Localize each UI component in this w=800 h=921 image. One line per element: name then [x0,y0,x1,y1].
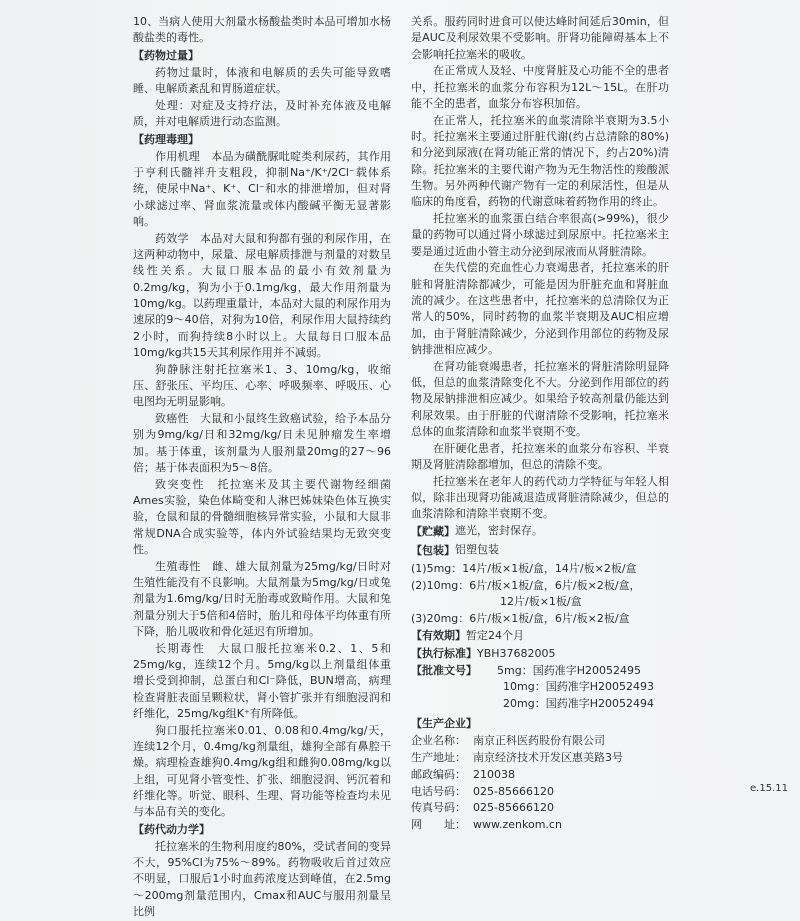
manufacturer-field-value: 025-85666120 [473,801,554,815]
paragraph: 生殖毒性 雌、雄大鼠剂量为25mg/kg/日时对生殖性能没有不良影响。大鼠剂量为5mg/kg/日或兔剂量为1.6mg/kg/日时无胎毒或致畸作用。大鼠和兔剂量分别大于5倍和4倍时，胎儿和母体平均体重有所下降，胎儿吸收和骨化延迟有所增加。 [133,559,391,638]
section-heading: 【药物过量】 [133,48,199,62]
manufacturer-field-label: 网 址： [411,818,466,832]
paragraph: 托拉塞米在老年人的药代动力学特征与年轻人相似，除非出现肾功能减退造成肾脏清除减少，但总的血浆清除和清除半衰期不变。 [411,474,669,521]
storage-section [411,523,669,541]
manufacturer-list [411,733,669,833]
standard-value: YBH37682005 [477,646,556,660]
right-column [411,14,669,834]
paragraph: 作用机理 本品为磺酰脲吡啶类利尿药，其作用于亨利氏髓袢升支粗段，抑制Na⁺/K⁺/2Cl⁻载体系统，使尿中Na⁺、K⁺、Cl⁻和水的排泄增加，但对肾小球滤过率、肾血浆流量或体内酸碱平衡无显著影响。 [133,149,391,229]
paragraph: 在肾功能衰竭患者，托拉塞米的肾脏清除明显降低，但总的血浆清除变化不大。分泌到作用部位的药物及尿钠排泄相应减少。如果给予较高剂量仍能达到利尿效果。由于肝脏的代谢清除不受影响，托拉塞米总体的血浆清除和血浆半衰期不变。 [411,359,669,438]
packaging-row: 12片/板×1板/盒 [500,595,582,609]
left-column [133,14,391,921]
paragraph: 处理：对症及支持疗法，及时补充体液及电解质，并对电解质进行动态监测。 [133,98,391,129]
paragraph: 在正常成人及轻、中度肾脏及心功能不全的患者中，托拉塞米的血浆分布容积为12L～15L。在肝功能不全的患者，血浆分布容积加倍。 [411,64,669,110]
paragraph: 10、当病人使用大剂量水杨酸盐类时本品可增加水杨酸盐类的毒性。 [133,15,391,45]
manufacturer-row [411,800,669,816]
paragraph: 药效学 本品对大鼠和狗都有强的利尿作用，在这两种动物中，尿量、尿电解质排泄与剂量的对数呈线性关系。大鼠口服本品的最小有效剂量为0.2mg/kg，狗为小于0.1mg/kg，最大作用剂量为10mg/kg。以药理重量计，本品对大鼠的利尿作用为速尿的9～40倍，对狗为10倍，利尿作用大鼠持续约2小时，而狗持续8小时以上。大鼠每日口服本品10mg/kg共15天其利尿作用并不减弱。 [133,231,391,359]
approval-row: 5mg：国药准字H20052495 [497,664,641,678]
packaging-row: (2)10mg：6片/板×1板/盒，6片/板×2板/盒， [411,578,641,592]
manufacturer-row [411,750,669,766]
validity-value: 暂定24个月 [466,629,524,643]
right-column-paragraphs [411,14,669,523]
manufacturer-row [411,784,669,800]
paragraph: 药物过量时，体液和电解质的丢失可能导致嗜睡、电解质紊乱和胃肠道症状。 [133,65,391,96]
packaging-list [411,561,669,628]
packaging-value: 铝塑包装 [455,543,499,556]
manufacturer-field-value: 210038 [473,767,515,781]
manufacturer-field-value: 南京正科医药股份有限公司 [473,734,605,748]
section-heading: 【药理毒理】 [133,132,199,146]
manufacturer-field-value: 025-85666120 [473,784,554,798]
paragraph: 致癌性 大鼠和小鼠终生致癌试验，给予本品分别为9mg/kg/日和32mg/kg/日未见肿瘤发生率增加。基于体重，该剂量为人服剂量20mg的27～96倍；基于体表面积为5～8倍。 [133,412,391,475]
validity-heading: 【有效期】 [411,629,466,643]
manufacturer-field-value: www.zenkom.cn [473,818,562,832]
paragraph: 关系。服药同时进食可以使达峰时间延后30min，但是AUC及利尿效果不受影响。肝肾功能障碍基本上不会影响托拉塞米的吸收。 [411,15,669,61]
standard-section [411,646,669,662]
storage-heading: 【贮藏】 [411,525,455,539]
paragraph: 长期毒性 大鼠口服托拉塞米0.2、1、5和25mg/kg，连续12个月。5mg/kg以上剂量组体重增长受到抑制，总蛋白和Cl⁻降低，BUN增高，病理检查肾脏表面呈颗粒状，肾小管扩张并有细胞浸润和纤维化，25mg/kg组K⁺有所降低。 [133,641,391,720]
paragraph: 在肝硬化患者，托拉塞米的血浆分布容积、半衰期及肾脏清除都增加，但总的清除不变。 [411,441,669,472]
manufacturer-field-label: 邮政编码： [411,767,466,781]
storage-value: 遮光，密封保存。 [455,524,543,538]
packaging-row: (1)5mg：14片/板×1板/盒，14片/板×2板/盒 [411,561,637,575]
manufacturer-row [411,817,669,833]
manufacturer-field-label: 企业名称： [411,734,466,748]
approval-row: 20mg：国药准字H20052494 [503,696,654,710]
manufacturer-field-value: 南京经济技术开发区惠美路3号 [473,751,623,765]
manufacturer-field-label: 传真号码： [411,801,466,815]
paragraph: 致突变性 托拉塞米及其主要代谢物经细菌Ames实验，染色体畸变和人淋巴姊妹染色体互换实验，仓鼠和鼠的骨髓细胞核异常实验，小鼠和大鼠非常规DNA合成实验等，体内外试验结果均无致突变性。 [133,477,391,556]
paragraph: 狗静脉注射托拉塞米1、3、10mg/kg，收缩压、舒张压、平均压、心率、呼吸频率、呼吸压、心电图均无明显影响。 [133,362,391,409]
packaging-heading: 【包装】 [411,544,455,557]
manufacturer-field-label: 电话号码： [411,784,466,798]
paragraph: 狗口服托拉塞米0.01、0.08和0.4mg/kg/天，连续12个月，0.4mg/kg剂量组，雄狗全部有鼻腔干燥。病理检查雄狗0.4mg/kg组和雌狗0.08mg/kg以上组，可见肾小管变性、扩张、细胞浸润、钙沉着和纤维化等。听觉、眼科、生理、肾功能等检查均未见与本品有关的变化。 [133,723,391,819]
paragraph: 在失代偿的充血性心力衰竭患者，托拉塞米的肝脏和肾脏清除都减少，可能是因为肝脏充血和肾脏血流的减少。在这些患者中，托拉塞米的总清除仅为正常人的50%，同时药物的血浆半衰期及AUC相应增加，由于肾脏清除减少，分泌到作用部位的药物及尿钠排泄相应减少。 [411,261,669,356]
manufacturer-row [411,767,669,783]
paragraph: 托拉塞米的血浆蛋白结合率很高(>99%)，很少量的药物可以通过肾小球滤过到尿原中。托拉塞米主要是通过近曲小管主动分泌到尿液而从肾脏清除。 [411,212,669,258]
packaging-section [411,542,669,560]
standard-heading: 【执行标准】 [411,646,477,660]
approval-list [497,663,669,712]
paragraph: 托拉塞米的生物利用度约80%，受试者间的变异不大，95%CI为75%～89%。药物吸收后首过效应不明显，口服后1小时血药浓度达到峰值，在2.5mg～200mg剂量范围内，Cmax和AUC与服用剂量呈比例 [133,839,391,919]
paragraph: 在正常人，托拉塞米的血浆清除半衰期为3.5小时。托拉塞米主要通过肝脏代谢(约占总清除的80%)和分泌到尿液(在肾功能正常的情况下，约占20%)清除。托拉塞米的主要代谢产物为无生物活性的羧酸派生物。另外两种代谢产物有一定的利尿活性，但是从临床的角度看，药物的代谢意味着药物作用的终止。 [411,113,669,209]
manufacturer-heading: 【生产企业】 [411,716,477,730]
packaging-row: (3)20mg：6片/板×1板/盒，6片/板×2板/盒 [411,612,630,626]
approval-row: 10mg：国药准字H20052493 [503,680,654,694]
manufacturer-field-label: 生产地址： [411,751,466,765]
approval-heading: 【批准文号】 [411,664,477,678]
page-code: e.15.11 [750,783,788,794]
manufacturer-row [411,733,669,749]
validity-section [411,628,669,644]
section-heading: 【药代动力学】 [133,822,210,836]
approval-section [411,663,669,712]
